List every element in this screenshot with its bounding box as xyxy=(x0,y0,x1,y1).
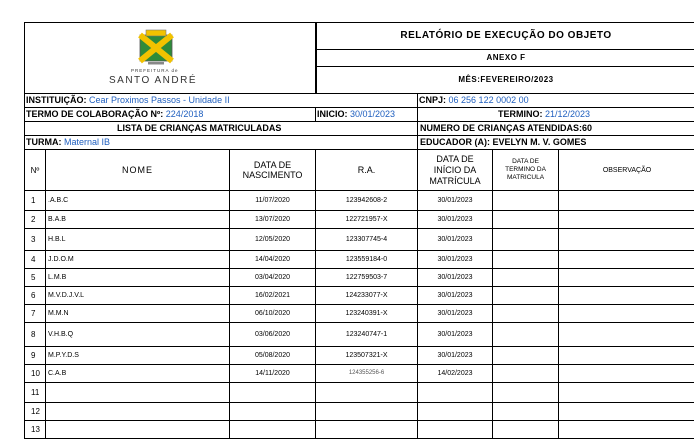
cell-start: 30/01/2023 xyxy=(417,210,493,229)
start-label: INICIO: xyxy=(317,109,348,119)
col-header-name: NOME xyxy=(45,149,230,191)
col-header-end: DATA DE TERMINO DA MATRICULA xyxy=(492,149,559,191)
cell-ra: 124233077-X xyxy=(315,286,418,305)
cell-no: 8 xyxy=(24,322,46,347)
city-crest-icon xyxy=(136,29,176,65)
cell-birth xyxy=(229,382,316,403)
cell-no: 13 xyxy=(24,420,46,439)
cell-ra: 123559184-0 xyxy=(315,250,418,269)
cnpj-label: CNPJ: xyxy=(419,95,447,105)
cell-start: 30/01/2023 xyxy=(417,304,493,323)
cell-end xyxy=(492,268,559,287)
term-label: TERMO DE COLABORAÇÃO Nº: xyxy=(26,109,164,119)
cell-birth: 11/07/2020 xyxy=(229,190,316,211)
educator-label: EDUCADOR (A): EVELYN M. V. GOMES xyxy=(417,135,694,150)
cell-no: 4 xyxy=(24,250,46,269)
cell-end xyxy=(492,382,559,403)
cell-start: 30/01/2023 xyxy=(417,286,493,305)
cell-end xyxy=(492,304,559,323)
cell-obs xyxy=(558,250,694,269)
cell-obs xyxy=(558,382,694,403)
cell-ra: 122721957-X xyxy=(315,210,418,229)
cell-name: V.H.B.Q xyxy=(45,322,230,347)
cell-no: 10 xyxy=(24,364,46,383)
start-value: 30/01/2023 xyxy=(350,109,396,119)
cell-no: 1 xyxy=(24,190,46,211)
cell-start xyxy=(417,402,493,421)
cell-obs xyxy=(558,346,694,365)
cell-end xyxy=(492,322,559,347)
col-header-ra: R.A. xyxy=(315,149,418,191)
cell-end xyxy=(492,346,559,365)
city-line1: PREFEITURA de xyxy=(131,68,179,73)
cell-birth: 13/07/2020 xyxy=(229,210,316,229)
cell-name: .A.B.C xyxy=(45,190,230,211)
logo-block xyxy=(24,22,316,94)
cell-name xyxy=(45,382,230,403)
cell-start: 30/01/2023 xyxy=(417,268,493,287)
institution-cell xyxy=(24,93,418,108)
cell-end xyxy=(492,364,559,383)
cell-ra xyxy=(315,382,418,403)
cell-end xyxy=(492,210,559,229)
cnpj-cell xyxy=(417,93,694,108)
class-cell xyxy=(24,135,418,150)
cell-start: 30/01/2023 xyxy=(417,322,493,347)
cell-birth: 03/06/2020 xyxy=(229,322,316,347)
class-value: Maternal IB xyxy=(64,137,111,147)
end-label: TERMINO: xyxy=(498,109,543,119)
class-label: TURMA: xyxy=(26,137,62,147)
cell-name: B.A.B xyxy=(45,210,230,229)
cell-ra: 123240391-X xyxy=(315,304,418,323)
cell-end xyxy=(492,190,559,211)
cell-no: 3 xyxy=(24,228,46,251)
cell-birth: 03/04/2020 xyxy=(229,268,316,287)
start-cell xyxy=(315,107,418,122)
cell-ra: 124355256-6 xyxy=(315,364,418,383)
cell-ra: 123942608-2 xyxy=(315,190,418,211)
cell-no: 2 xyxy=(24,210,46,229)
cell-name xyxy=(45,420,230,439)
cell-end xyxy=(492,228,559,251)
cell-no: 9 xyxy=(24,346,46,365)
cell-end xyxy=(492,402,559,421)
cell-name: J.D.O.M xyxy=(45,250,230,269)
cell-birth: 14/04/2020 xyxy=(229,250,316,269)
col-header-no: Nº xyxy=(24,149,46,191)
cell-name: M.P.Y.D.S xyxy=(45,346,230,365)
cell-end xyxy=(492,250,559,269)
cell-obs xyxy=(558,402,694,421)
cell-obs xyxy=(558,190,694,211)
cell-birth xyxy=(229,420,316,439)
cell-name: C.A.B xyxy=(45,364,230,383)
cell-no: 5 xyxy=(24,268,46,287)
children-count: NUMERO DE CRIANÇAS ATENDIDAS:60 xyxy=(417,121,694,136)
cell-birth: 06/10/2020 xyxy=(229,304,316,323)
end-value: 21/12/2023 xyxy=(545,109,591,119)
institution-value: Cear Proximos Passos - Unidade II xyxy=(89,95,230,105)
cell-ra: 122759503-7 xyxy=(315,268,418,287)
term-cell xyxy=(24,107,316,122)
cell-start: 30/01/2023 xyxy=(417,228,493,251)
cell-birth: 05/08/2020 xyxy=(229,346,316,365)
cell-ra: 123307745-4 xyxy=(315,228,418,251)
cell-end xyxy=(492,286,559,305)
list-title: LISTA DE CRIANÇAS MATRICULADAS xyxy=(24,121,418,136)
cell-ra: 123507321-X xyxy=(315,346,418,365)
cell-birth: 12/05/2020 xyxy=(229,228,316,251)
cell-start: 14/02/2023 xyxy=(417,364,493,383)
cell-no: 11 xyxy=(24,382,46,403)
cell-ra xyxy=(315,420,418,439)
cell-start xyxy=(417,382,493,403)
report-title: RELATÓRIO DE EXECUÇÃO DO OBJETO xyxy=(316,22,694,50)
cell-end xyxy=(492,420,559,439)
cell-name: L.M.B xyxy=(45,268,230,287)
cell-obs xyxy=(558,286,694,305)
cell-name: M.M.N xyxy=(45,304,230,323)
col-header-start: DATA DE INÍCIO DA MATRÍCULA xyxy=(417,149,493,191)
cell-start xyxy=(417,420,493,439)
col-header-birth: DATA DE NASCIMENTO xyxy=(229,149,316,191)
cell-ra: 123240747-1 xyxy=(315,322,418,347)
end-cell xyxy=(417,107,694,122)
cell-birth: 14/11/2020 xyxy=(229,364,316,383)
city-name: SANTO ANDRÉ xyxy=(109,75,197,86)
cnpj-value: 06 256 122 0002 00 xyxy=(448,95,529,105)
cell-name: H.B.L xyxy=(45,228,230,251)
cell-birth xyxy=(229,402,316,421)
cell-obs xyxy=(558,304,694,323)
annex-label: ANEXO F xyxy=(316,49,694,67)
cell-no: 6 xyxy=(24,286,46,305)
cell-obs xyxy=(558,322,694,347)
cell-ra xyxy=(315,402,418,421)
institution-label: INSTITUIÇÃO: xyxy=(26,95,87,105)
cell-start: 30/01/2023 xyxy=(417,250,493,269)
term-value: 224/2018 xyxy=(165,109,204,119)
cell-obs xyxy=(558,420,694,439)
cell-birth: 16/02/2021 xyxy=(229,286,316,305)
cell-name xyxy=(45,402,230,421)
cell-start: 30/01/2023 xyxy=(417,346,493,365)
cell-obs xyxy=(558,210,694,229)
col-header-obs: OBSERVAÇÃO xyxy=(558,149,694,191)
cell-no: 7 xyxy=(24,304,46,323)
cell-obs xyxy=(558,228,694,251)
cell-name: M.V.D.J.V.L xyxy=(45,286,230,305)
month-label: MÊS:FEVEREIRO/2023 xyxy=(316,66,694,94)
cell-obs xyxy=(558,268,694,287)
cell-no: 12 xyxy=(24,402,46,421)
cell-start: 30/01/2023 xyxy=(417,190,493,211)
cell-obs xyxy=(558,364,694,383)
